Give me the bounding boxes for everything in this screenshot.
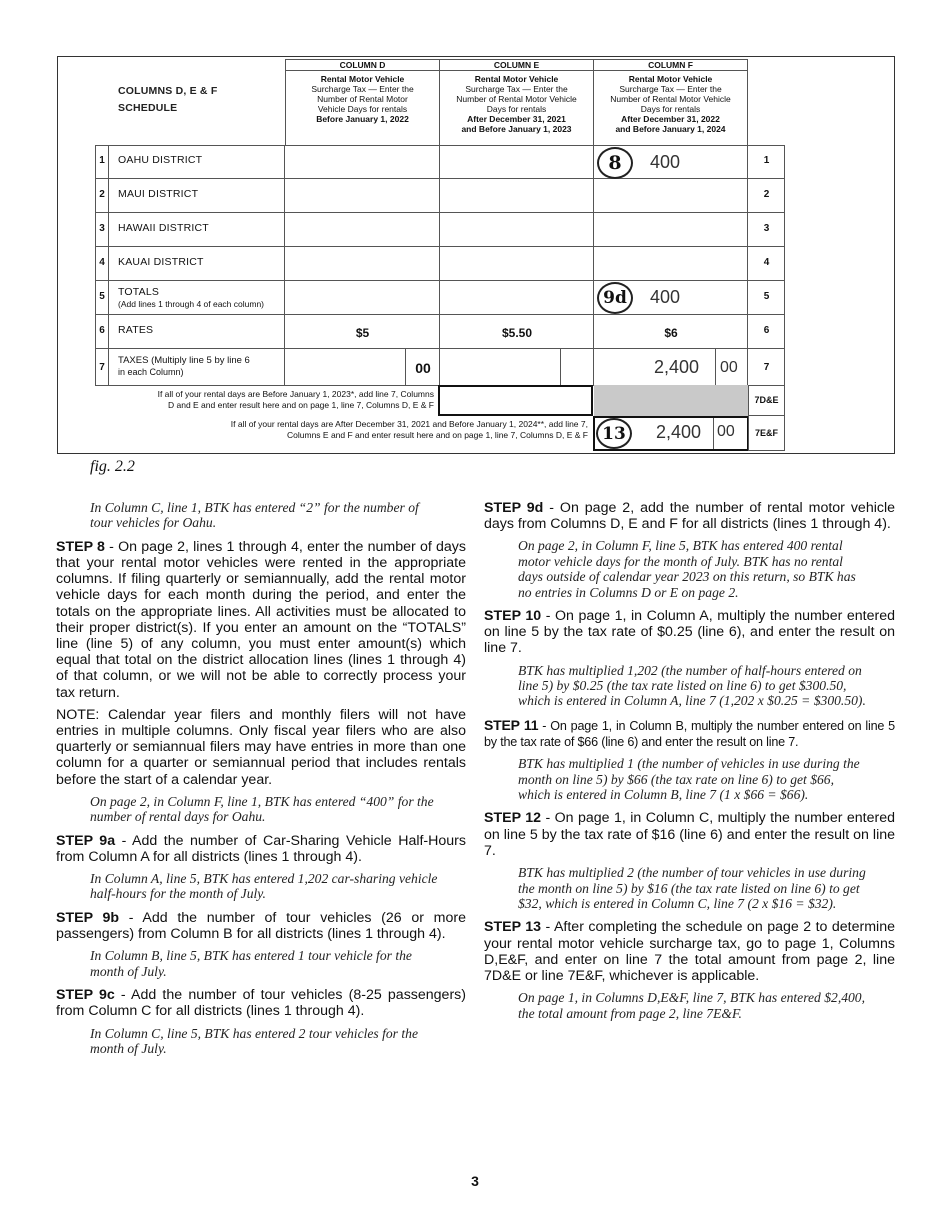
step-8-heading: STEP 8 — [56, 538, 105, 555]
schedule-figure — [57, 56, 895, 454]
column-d-description — [285, 71, 440, 145]
example-column-c-line1: In Column C, line 1, BTK has entered “2” for the number of tour vehicles for Oahu. — [90, 500, 419, 531]
column-d-desc-line: Before January 1, 2022 — [316, 114, 409, 124]
column-e-desc-line: Surcharge Tax — Enter the — [465, 84, 568, 94]
row-label-maui: MAUI DISTRICT — [118, 188, 199, 200]
row-sublabel-taxes: in each Column) — [118, 367, 184, 377]
step-8-body: - On page 2, lines 1 through 4, enter the number of days that your rental motor vehicles were rented in the appropriate columns. If filing quarterly or semiannually, add the rental motor vehicle days for each month during the period, and enter the totals on the appropriate lines. All activities must be allocated to their proper district(s). If you enter an amount on the “TOTALS” line (line 5) of any column, you must enter amount(s) which equal that total on the district allocation lines (lines 1 through 4) of that column, or we will not be able to correctly process your tax return. — [56, 538, 466, 701]
row-label-kauai: KAUAI DISTRICT — [118, 256, 204, 268]
right-line-number: 6 — [763, 325, 770, 336]
step-9c — [56, 987, 466, 1019]
row-number: 6 — [99, 325, 105, 336]
column-d-desc-line: Number of Rental Motor — [317, 94, 408, 104]
column-d-desc-line: Vehicle Days for rentals — [317, 104, 408, 114]
column-e-desc-line: and Before January 1, 2023 — [461, 124, 572, 134]
step-9d-heading: STEP 9d — [484, 500, 544, 516]
example-9b: In Column B, line 5, BTK has entered 1 tour vehicle for the month of July. — [90, 948, 412, 979]
row-sublabel-totals: (Add lines 1 through 4 of each column) — [118, 299, 265, 309]
figure-caption: fig. 2.2 — [90, 458, 135, 475]
example-12: BTK has multiplied 2 (the number of tour vehicles in use during the month on line 5) by $16 (the tax rate listed on line 6) to get $32, which is entered in Column C, line 7 (2 x $16 = $32). — [518, 865, 866, 911]
row-label-oahu: OAHU DISTRICT — [118, 154, 203, 166]
line-7de-entry-box[interactable] — [438, 385, 593, 416]
note-7ef-line1: If all of your rental days are After December 31, 2021 and Before January 1, 2024**, add line 7, — [230, 419, 588, 429]
column-f-desc-line: and Before January 1, 2024 — [615, 124, 726, 134]
line-7ef-cents: 00 — [717, 423, 735, 440]
example-10: BTK has multiplied 1,202 (the number of half-hours entered on line 5) by $0.25 (the tax rate listed on line 6) to get $300.50, which is entered in Column A, line 7 (1,202 x $0.25 = $300.50). — [518, 662, 866, 709]
rate-column-e: $5.50 — [501, 326, 533, 340]
step-9a-body: - Add the number of Car-Sharing Vehicle Half-Hours from Column A for all districts (lines 1 through 4). — [56, 832, 466, 865]
column-e-description — [440, 71, 594, 145]
step-12-body: - On page 1, in Column C, multiply the number entered on line 5 by the tax rate of $16 (line 6) and enter the result on line 7. — [484, 810, 895, 859]
row-number: 4 — [99, 257, 105, 268]
right-line-number: 2 — [763, 189, 770, 200]
step-11-heading: STEP 11 — [484, 716, 539, 733]
line-7de-shaded — [594, 385, 749, 416]
step-9a — [56, 833, 466, 865]
step-12-heading: STEP 12 — [484, 810, 542, 827]
step-9a-heading: STEP 9a — [56, 832, 116, 849]
right-line-number: 5 — [763, 291, 770, 302]
row-label-taxes: TAXES (Multiply line 5 by line 6 — [118, 355, 250, 366]
step-9c-heading: STEP 9c — [56, 987, 115, 1004]
rate-column-f: $6 — [664, 326, 678, 340]
row-number: 7 — [99, 362, 105, 373]
schedule-title-line2: SCHEDULE — [118, 102, 178, 114]
note-7de-line1: If all of your rental days are Before January 1, 2023*, add line 7, Columns — [157, 389, 434, 399]
column-e-desc-line: Rental Motor Vehicle — [474, 74, 559, 84]
step-8-marker: 8 — [597, 147, 633, 179]
column-f-desc-line: After December 31, 2022 — [621, 114, 720, 124]
row-number: 1 — [99, 155, 105, 166]
note-7de — [98, 389, 434, 411]
page-number: 3 — [471, 1173, 479, 1189]
step-9c-body: - Add the number of tour vehicles (8-25 passengers) from Column C for all districts (lines 1 through 4). — [56, 987, 466, 1020]
column-d-header: COLUMN D — [285, 59, 440, 71]
column-e-desc-line: Number of Rental Motor Vehicle — [456, 94, 577, 104]
step-9b-body: - Add the number of tour vehicles (26 or more passengers) from Column B for all districts (lines 1 through 4). — [56, 909, 466, 943]
schedule-title-line1: COLUMNS D, E & F — [118, 85, 218, 97]
right-line-number: 3 — [763, 223, 770, 234]
row-label-hawaii: HAWAII DISTRICT — [118, 222, 209, 234]
taxes-column-f-value: 2,400 — [654, 357, 700, 377]
note-7ef — [118, 419, 588, 441]
left-column — [56, 500, 466, 1064]
step-9b — [56, 910, 466, 942]
note-7ef-line2: Columns E and F and enter result here and on page 1, line 7, Columns D, E & F — [287, 430, 588, 440]
right-line-number: 1 — [763, 155, 770, 166]
column-f-desc-line: Rental Motor Vehicle — [628, 74, 713, 84]
step-10-heading: STEP 10 — [484, 608, 542, 625]
example-13: On page 1, in Columns D,E&F, line 7, BTK has entered $2,400, the total amount from page 2, line 7E&F. — [518, 990, 866, 1021]
right-line-number: 4 — [763, 257, 770, 268]
row-label-rates: RATES — [118, 324, 154, 336]
step-13 — [484, 919, 895, 984]
row-number: 5 — [99, 291, 105, 302]
step-13-heading: STEP 13 — [484, 919, 542, 936]
row-number: 2 — [99, 189, 105, 200]
step-12 — [484, 810, 895, 859]
column-d-desc-line: Surcharge Tax — Enter the — [311, 84, 414, 94]
step-9d — [484, 500, 895, 532]
column-e-desc-line: After December 31, 2021 — [467, 114, 566, 124]
column-f-header: COLUMN F — [594, 59, 748, 71]
step-13-marker: 13 — [596, 418, 632, 449]
line-7ef-label: 7E&F — [748, 416, 785, 451]
step-11-body: - On page 1, in Column B, multiply the number entered on line 5 by the tax rate of $66 (line 6) and enter the result on line 7. — [484, 718, 895, 750]
step-11 — [484, 717, 895, 750]
column-e-desc-line: Days for rentals — [486, 104, 547, 114]
step-13-body: - After completing the schedule on page 2 to determine your rental motor vehicle surcharge tax, go to page 1, Columns D,E&F, and enter on line 7 the total amount from page 2, line 7D&E or line 7E&F, whichever is applicable. — [484, 919, 895, 984]
step-10-body: - On page 1, in Column A, multiply the number entered on line 5 by the tax rate of $0.25 (line 6), and enter the result on line 7. — [484, 608, 895, 657]
column-f-desc-line: Days for rentals — [640, 104, 701, 114]
step-9b-heading: STEP 9b — [56, 909, 120, 926]
column-f-desc-line: Number of Rental Motor Vehicle — [610, 94, 731, 104]
column-d-desc-line: Rental Motor Vehicle — [320, 74, 405, 84]
rate-column-d: $5 — [355, 326, 370, 340]
step-9d-marker: 9d — [597, 282, 633, 314]
totals-column-f-value: 400 — [650, 287, 681, 307]
step-9d-body: - On page 2, add the number of rental motor vehicle days from Columns D, E and F for all districts (lines 1 through 4). — [484, 500, 895, 533]
row-number: 3 — [99, 223, 105, 234]
right-column — [484, 500, 895, 1029]
line7-column-d-cents: 00 — [415, 360, 431, 376]
note-paragraph: NOTE: Calendar year filers and monthly filers will not have entries in multiple columns. Only fiscal year filers who are also quarterly or semiannual filers may have entries in more than one column for a quarter or semiannual period that includes rentals before the start of a calendar year. — [56, 706, 466, 788]
example-9a: In Column A, line 5, BTK has entered 1,202 car-sharing vehicle half-hours for the month of July. — [90, 871, 438, 902]
right-line-number: 7 — [763, 362, 770, 373]
row-label-totals: TOTALS — [118, 286, 160, 298]
step-8 — [56, 539, 466, 701]
line-7ef-amount: 2,400 — [656, 422, 702, 442]
example-column-f-line1: On page 2, in Column F, line 1, BTK has entered “400” for the number of rental days for Oahu. — [90, 793, 434, 825]
example-11: BTK has multiplied 1 (the number of vehicles in use during the month on line 5) by $66 (the tax rate on line 6) to get $66, which is entered in Column B, line 7 (1 x $66 = $66). — [518, 756, 860, 803]
note-7de-line2: D and E and enter result here and on page 1, line 7, Columns D, E & F — [167, 400, 434, 410]
step-10 — [484, 608, 895, 657]
oahu-column-f-value: 400 — [650, 152, 681, 172]
taxes-column-f-cents: 00 — [720, 359, 738, 376]
line-7de-label: 7D&E — [748, 385, 785, 416]
column-f-description — [594, 71, 748, 145]
example-9c: In Column C, line 5, BTK has entered 2 tour vehicles for the month of July. — [90, 1025, 418, 1056]
column-f-desc-line: Surcharge Tax — Enter the — [619, 84, 722, 94]
example-9d: On page 2, in Column F, line 5, BTK has entered 400 rental motor vehicle days for the month of July. BTK has no rental days outside of calendar year 2023 on this return, so BTK has no entries in Columns D or E on page 2. — [518, 538, 856, 600]
column-e-header: COLUMN E — [440, 59, 594, 71]
schedule-title — [118, 83, 217, 117]
